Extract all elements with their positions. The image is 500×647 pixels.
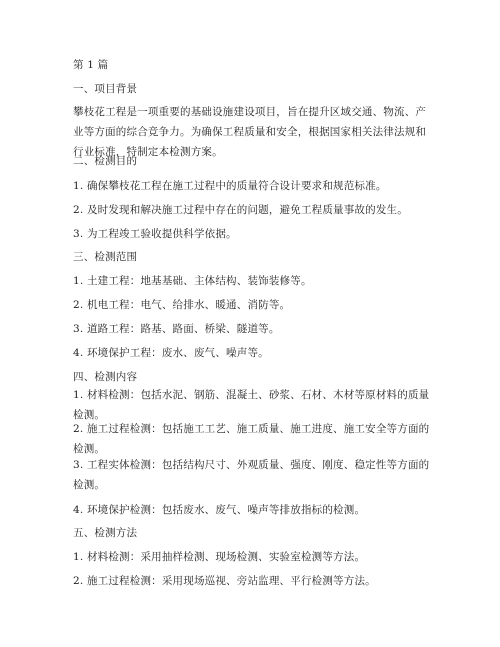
section-heading-methods: 五、检测方法 bbox=[73, 527, 138, 539]
content-item-3: 3. 工程实体检测：包括结构尺寸、外观质量、强度、刚度、稳定性等方面的检测。 bbox=[73, 459, 430, 491]
scope-item-4: 4. 环境保护工程：废水、废气、噪声等。 bbox=[73, 347, 269, 359]
scope-item-2: 2. 机电工程：电气、给排水、暖通、消防等。 bbox=[73, 299, 291, 311]
content-item-4: 4. 环境保护检测：包括废水、废气、噪声等排放指标的检测。 bbox=[73, 504, 366, 516]
scope-item-3: 3. 道路工程：路基、路面、桥梁、隧道等。 bbox=[73, 323, 280, 335]
methods-item-1: 1. 材料检测：采用抽样检测、现场检测、实验室检测等方法。 bbox=[73, 551, 366, 563]
section-heading-content: 四、检测内容 bbox=[73, 371, 138, 383]
methods-item-2: 2. 施工过程检测：采用现场巡视、旁站监理、平行检测等方法。 bbox=[73, 575, 376, 587]
purpose-item-3: 3. 为工程竣工验收提供科学依据。 bbox=[73, 228, 237, 240]
content-item-2: 2. 施工过程检测：包括施工工艺、施工质量、施工进度、施工安全等方面的检测。 bbox=[73, 423, 430, 455]
section-heading-scope: 三、检测范围 bbox=[73, 251, 138, 263]
purpose-item-1: 1. 确保攀枝花工程在施工过程中的质量符合设计要求和规范标准。 bbox=[73, 180, 387, 192]
content-item-1: 1. 材料检测：包括水泥、钢筋、混凝土、砂浆、石材、木材等原材料的质量检测。 bbox=[73, 389, 430, 421]
page-label: 第 1 篇 bbox=[73, 59, 109, 71]
section-heading-background: 一、项目背景 bbox=[73, 83, 138, 95]
section-heading-purpose: 二、检测目的 bbox=[73, 155, 138, 167]
purpose-item-2: 2. 及时发现和解决施工过程中存在的问题，避免工程质量事故的发生。 bbox=[73, 204, 408, 216]
scope-item-1: 1. 土建工程：地基基础、主体结构、装饰装修等。 bbox=[73, 275, 312, 287]
background-paragraph: 攀枝花工程是一项重要的基础设施建设项目，旨在提升区域交通、物流、产业等方面的综合竞争力。为确保工程质量和安全，根据国家相关法律法规和行业标准，特制定本检测方案。 bbox=[73, 106, 427, 158]
